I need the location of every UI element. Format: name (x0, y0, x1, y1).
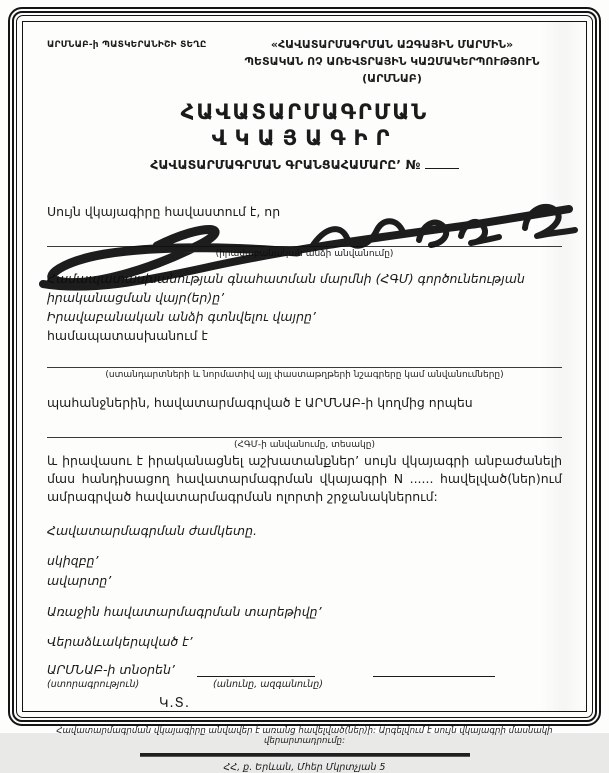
separator-rule (140, 753, 470, 757)
certificate-title-line1: ՀԱՎԱՏԱՐՄԱԳՐՄԱՆ (180, 100, 429, 125)
seal-mark: Կ.Տ. (159, 696, 190, 712)
certificate-frame-outer (8, 7, 601, 773)
signature-blank-line (197, 676, 315, 677)
footnote: Հավատարմագրման վկայագիրը անվավեր է առանց հավելված(ներ)ի: Արգելվում է սույն վկայագրի մասնակի վերարտադրումը: (56, 726, 553, 747)
conforms-label: համապատասխանում է (47, 327, 208, 343)
org-name (222, 36, 562, 87)
cab-name-line (47, 437, 562, 438)
header (47, 36, 562, 87)
logo-placeholder: ԱՐՄՆԱԲ-ի ՊԱՏԿԵՐԱՆԻՇԻ ՏԵՂԸ (47, 40, 207, 50)
legal-name-caption: (իրավաբանական անձի անվանումը) (215, 249, 394, 260)
certificate-frame-middle (12, 11, 597, 773)
registration-number-blank (425, 158, 459, 169)
cab-name-caption: (ՀԳՄ-ի անվանումը, տեսակը) (234, 439, 375, 450)
reissued-label: Վերաձևակերպված է’ (47, 634, 193, 650)
certificate-title-line2: ՎԿԱՅԱԳԻՐ (211, 126, 398, 151)
first-accreditation-label: Առաջին հավատարմագրման տարեթիվը’ (47, 604, 322, 620)
registration-number-row (47, 157, 562, 172)
name-blank-line (373, 676, 495, 677)
certificate-title (47, 100, 562, 150)
scope-paragraph: և իրավասու է իրականացնել աշխատանքներ’ սույն վկայագրի անբաժանելի մաս հանդիսացող հավատարմագրման վկայագրի N ...... հավելված(ներ)ում ամրագրված հավատարմագրման ոլորտի շրջանակներում: (47, 452, 562, 504)
end-date-label: ավարտը’ (47, 573, 112, 589)
standards-line (47, 367, 562, 368)
legal-name-line (47, 246, 562, 247)
validity-period-label: Հավատարմագրման ժամկետը. (47, 523, 257, 539)
certificate-body (22, 21, 587, 773)
signature-caption: (ստորագրություն) (47, 679, 140, 691)
name-surname-caption: (անունը, ազգանունը) (213, 679, 323, 691)
org-name-line1: «ՀԱՎԱՏԱՐՄԱԳՐՄԱՆ ԱԶԳԱՅԻՆ ՄԱՐՄԻՆ» (270, 38, 514, 51)
standards-caption: (ստանդարտների և նորմատիվ այլ փաստաթղթերի նշագրերը կամ անվանումները) (105, 369, 504, 380)
start-date-label: սկիզբը’ (47, 553, 99, 569)
certificate-frame-inner (16, 15, 593, 773)
certifies-statement: Սույն վկայագիրը հավաստում է, որ (47, 204, 281, 220)
activity-place-paragraph: Համապատասխանության գնահատման մարմնի (ՀԳՄ) գործունեության իրականացման վայր(եր)ը’ (47, 271, 525, 305)
address-line: ՀՀ, ք. Երևան, Մհեր Մկրտչյան 5 (223, 762, 386, 773)
legal-address-label: Իրավաբանական անձի գտնվելու վայրը’ (47, 308, 316, 324)
director-label: ԱՐՄՆԱԲ-ի տնօրեն’ (47, 662, 175, 678)
registration-number-label: ՀԱՎԱՏԱՐՄԱԳՐՄԱՆ ԳՐԱՆՑԱՀԱՄԱՐԸ’ № (150, 157, 421, 173)
signature-captions-row (47, 679, 562, 690)
org-name-line2: ՊԵՏԱԿԱՆ ՈՉ ԱՌԵՎՏՐԱՅԻՆ ԿԱԶՄԱԿԵՐՊՈՒԹՅՈՒՆ (ԱՐՄՆԱԲ) (244, 55, 540, 86)
requirements-statement: պահանջներին, հավատարմագրված է ԱՐՄՆԱԲ-ի կողմից որպես (47, 394, 473, 410)
director-signature-row (47, 662, 562, 677)
